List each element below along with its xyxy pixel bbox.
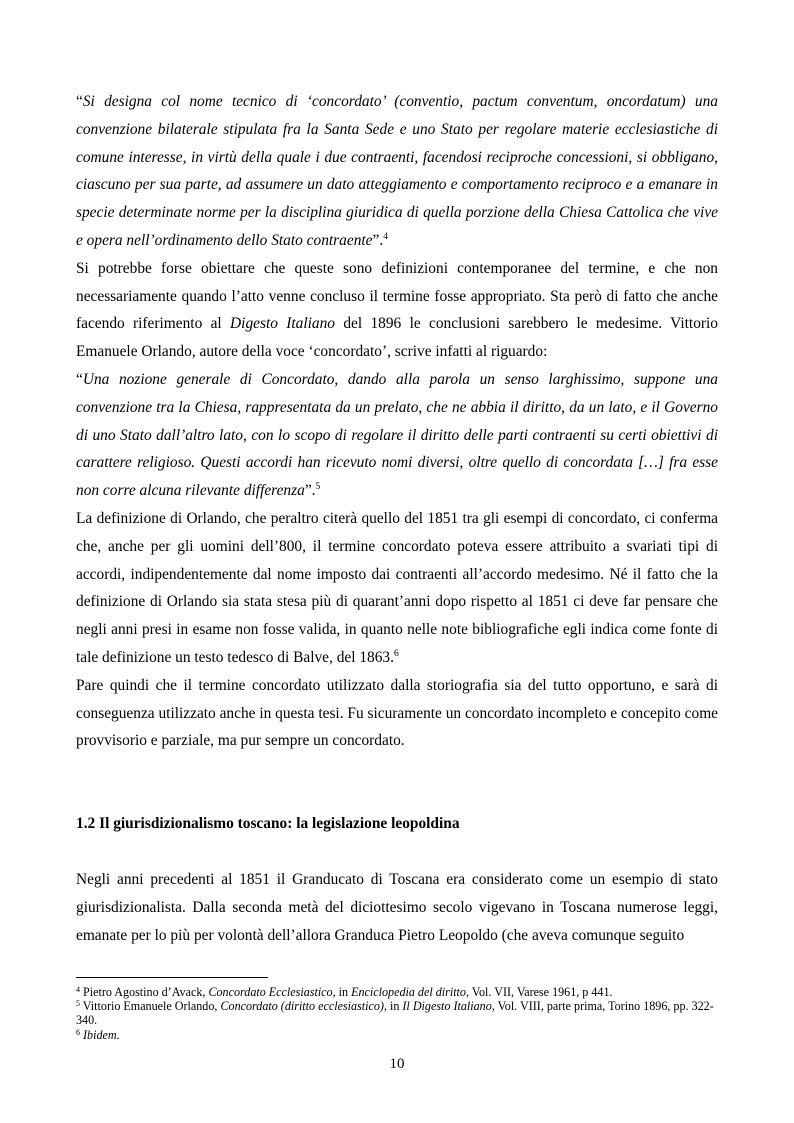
footnote-6: $^6$ Ibidem.	[76, 1027, 120, 1042]
footnote-4: $^4$ Pietro Agostino d’Avack, Concordato Ecclesiastico, in Enciclopedia del diritto, Vol. VII, Varese 1961, p 441.	[76, 985, 613, 999]
section-heading: 1.2 Il giurisdizionalismo toscano: la legislazione leopoldina	[76, 815, 460, 833]
paragraph-conclusion: Pare quindi che il termine concordato utilizzato dalla storiografia sia del tutto opportuno, e sarà di conseguenza utilizzato anche in questa tesi. Fu sicuramente un concordato incompleto e concepito come provvisorio e parziale, ma pur sempre un concordato.	[76, 676, 718, 750]
paragraph-granducato: Negli anni precedenti al 1851 il Granducato di Toscana era considerato come un esempio di stato giurisdizionalista. Dalla seconda metà del diciottesimo secolo vigevano in Toscana numerose leggi, emanate per lo più per volontà dell’allora Granduca Pietro Leopoldo (che aveva comunque seguito	[76, 870, 718, 944]
body-text	[76, 88, 718, 949]
quote-orlando-text: Una nozione generale di Concordato, dando alla parola un senso larghissimo, suppone una convenzione tra la Chiesa, rappresentata da un prelato, che ne abbia il diritto, da un lato, e il Governo di uno Stato dall’altro lato, con lo scopo di regolare il diritto delle parti contraenti su certi obiettivi di carattere religioso. Questi accordi han ricevuto nomi diversi, oltre quello di concordata […] fra esse non corre alcuna rilevante differenza	[76, 370, 718, 500]
footnote-5: $^5$ Vittorio Emanuele Orlando, Concordato (diritto ecclesiastico), in Il Digesto Italiano, Vol. VIII, parte prima, Torino 1896, pp. 322-340.	[76, 999, 714, 1028]
quote-davack-text: Si designa col nome tecnico di ‘concordato’ (conventio, pactum conventum, oncordatum) una convenzione bilaterale stipulata fra la Santa Sede e uno Stato per regolare materie ecclesiastiche di comune interesse, in virtù della quale i due contraenti, facendosi reciproche concessioni, si obbligano, ciascuno per sua parte, ad assumere un dato atteggiamento e comportamento reciproco e a emanare in specie determinate norme per la disciplina giuridica di quella porzione della Chiesa Cattolica che vive e opera nell’ordinamento dello Stato contraente	[76, 93, 718, 249]
footnote-ref-4[interactable]: 4	[383, 231, 388, 242]
footnote-ref-5[interactable]: 5	[315, 482, 321, 493]
footnotes	[76, 985, 718, 1042]
page-number: 10	[389, 1056, 405, 1072]
quote-orlando: “Una nozione generale di Concordato, dando alla parola un senso larghissimo, suppone una convenzione tra la Chiesa, rappresentata da un prelato, che ne abbia il diritto, da un lato, e il Governo di uno Stato dall’altro lato, con lo scopo di regolare il diritto delle parti contraenti su certi obiettivi di carattere religioso. Questi accordi han ricevuto nomi diversi, oltre quello di concordata […] fra esse non corre alcuna rilevante differenza”.$^5$	[76, 370, 718, 500]
footnote-separator	[76, 977, 268, 978]
digesto-title: Digesto Italiano	[230, 315, 335, 333]
quote-davack: “Si designa col nome tecnico di ‘concordato’ (conventio, pactum conventum, oncordatum) una convenzione bilaterale stipulata fra la Santa Sede e uno Stato per regolare materie ecclesiastiche di comune interesse, in virtù della quale i due contraenti, facendosi reciproche concessioni, si obbligano, ciascuno per sua parte, ad assumere un dato atteggiamento e comportamento reciproco e a emanare in specie determinate norme per la disciplina giuridica di quella porzione della Chiesa Cattolica che vive e opera nell’ordinamento dello Stato contraente”.$^4$	[76, 93, 718, 249]
footnote-ref-6[interactable]: 6	[393, 648, 399, 659]
paragraph-orlando-definition: La definizione di Orlando, che peraltro citerà quello del 1851 tra gli esempi di concordato, ci conferma che, anche per gli uomini dell’800, il termine concordato poteva essere attribuito a svariati tipi di accordi, indipendentemente dal nome imposto dai contraenti all’accordo medesimo. Né il fatto che la definizione di Orlando sia stata stesa più di quarant’anni dopo rispetto al 1851 ci deve far pensare che negli anni presi in esame non fosse valida, in quanto nelle note bibliografiche egli indica come fonte di tale definizione un testo tedesco di Balve, del 1863.$^6$	[76, 509, 718, 666]
paragraph-digesto: Si potrebbe forse obiettare che queste sono definizioni contemporanee del termine, e che non necessariamente quando l’atto venne concluso il termine fosse appropriato. Sta però di fatto che anche facendo riferimento al Digesto Italiano del 1896 le conclusioni sarebbero le medesime. Vittorio Emanuele Orlando, autore della voce ‘concordato’, scrive infatti al riguardo:	[76, 259, 718, 361]
